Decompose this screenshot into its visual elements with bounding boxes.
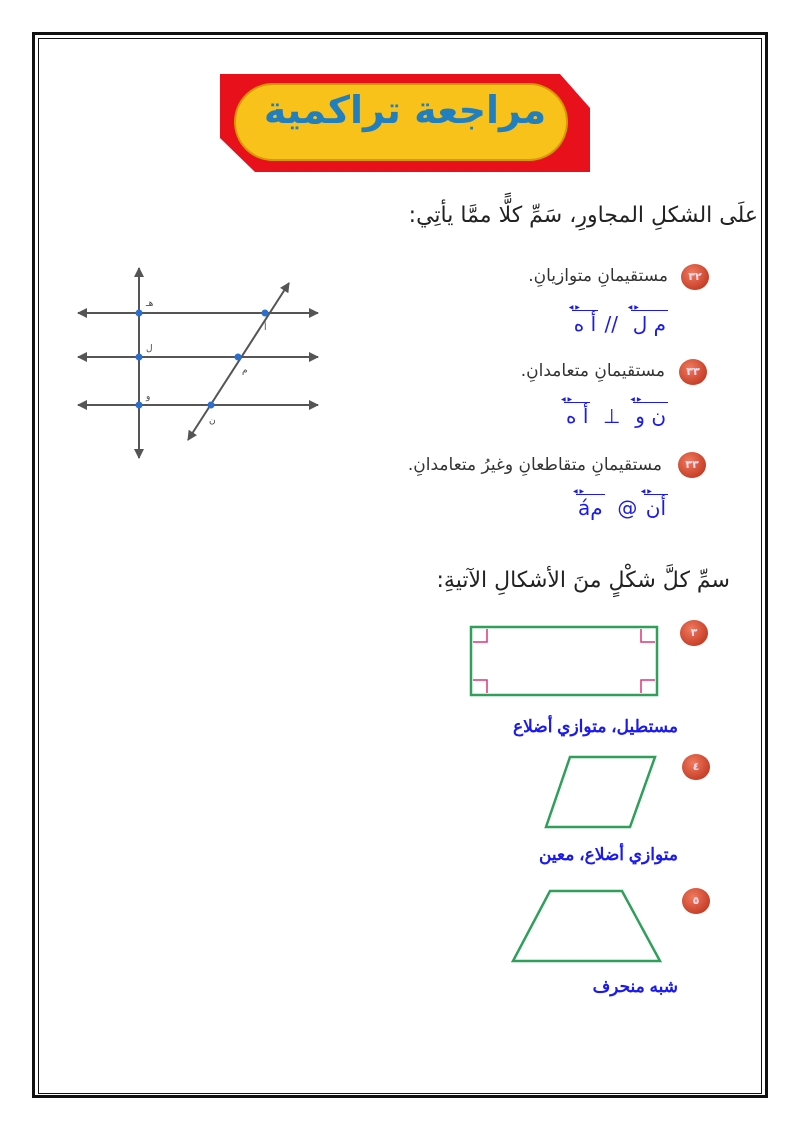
ray-nw: ن و ◀ ▶ [633, 404, 668, 428]
rectangle-shape [471, 627, 657, 695]
shape-answer: شبه منحرف [592, 977, 678, 996]
intersect-symbol: @ [617, 496, 638, 520]
section1-heading: علَى الشكلِ المجاورِ، سَمِّ كلًّا ممَّا يأتِي: [408, 203, 758, 228]
item-text: مستقيمانِ متقاطعانِ وغيرُ متعامدانِ. [407, 455, 662, 475]
item-text: مستقيمانِ متوازيانِ. [528, 266, 668, 286]
parallelogram-shape [546, 757, 655, 827]
label-m: م [242, 366, 248, 376]
label-a: أ [264, 323, 267, 333]
ray-ml: م ل ◀ ▶ [631, 312, 668, 336]
item-number-badge: ٣٣ [679, 359, 707, 385]
section2-heading: سمِّ كلَّ شكْلٍ منَ الأشكالِ الآتيةِ: [436, 568, 730, 593]
parallel-symbol: // [604, 312, 618, 336]
shape-answer: مستطيل، متوازي أضلاع [513, 717, 678, 736]
label-l: ل [146, 344, 153, 354]
item-number-badge: ٥ [682, 888, 710, 914]
ray-an: أن ◀ ▶ [644, 496, 668, 520]
label-w: و [146, 392, 151, 402]
item-number-badge: ٣ [680, 620, 708, 646]
ray-ah: أ ه ◀ ▶ [572, 312, 598, 336]
shape-answer: متوازي أضلاع، معين [538, 845, 678, 864]
perpendicular-symbol: ⊥ [603, 404, 621, 428]
item-number-badge: ٣٣ [678, 452, 706, 478]
trapezoid-shape [513, 891, 660, 961]
item-number-badge: ٣٢ [681, 264, 709, 290]
label-h: هـ [146, 299, 154, 309]
ray-ma: مá ◀ ▶ [576, 496, 605, 520]
ray-ah: أ ه ◀ ▶ [564, 404, 590, 428]
page-title: مراجعة تراكمية [263, 88, 547, 132]
label-n: ن [209, 416, 216, 426]
item-text: مستقيمانِ متعامدانِ. [520, 361, 665, 381]
item-number-badge: ٤ [682, 754, 710, 780]
